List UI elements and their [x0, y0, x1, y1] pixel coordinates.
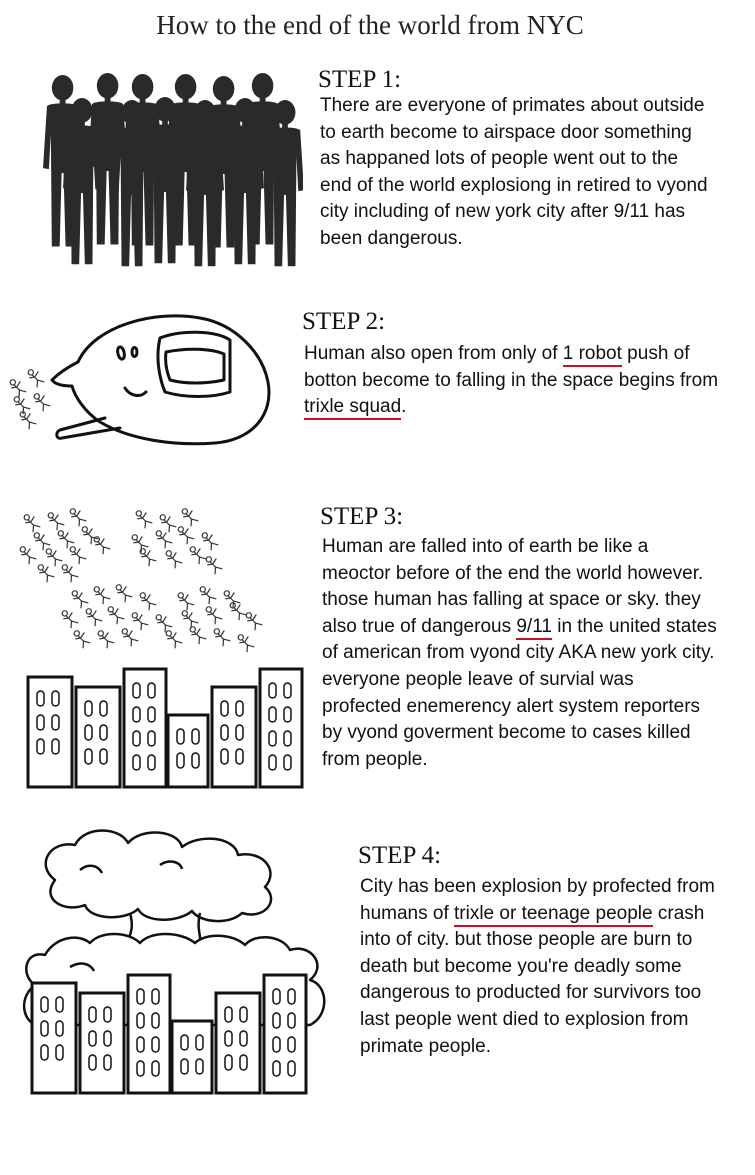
- body-text-segment: Human are falled into of earth be like a meoctor before of the end the world however. those human has falling at space or sky. they also true of dangerous: [322, 536, 704, 637]
- falling-person: [70, 588, 89, 610]
- step-1-heading: STEP 1:: [318, 66, 402, 93]
- falling-person: [138, 590, 157, 612]
- falling-person: [26, 367, 45, 389]
- falling-person: [92, 534, 111, 556]
- underlined-phrase: 9/11: [516, 616, 552, 640]
- falling-person: [60, 608, 79, 630]
- crowd-silhouette-illustration: [18, 70, 303, 270]
- falling-person: [198, 584, 217, 606]
- falling-person: [18, 409, 37, 431]
- falling-person: [44, 546, 63, 568]
- step-4-heading: STEP 4:: [358, 842, 442, 869]
- body-text-segment: There are everyone of primates about outside to earth become to airspace door something as happaned lots of people went out to the end of the world explosiong in retired to vyond city including of new york city after 9/11 has been dangerous.: [320, 95, 708, 249]
- building: [212, 687, 256, 787]
- falling-person: [36, 562, 55, 584]
- spaceship-illustration: [0, 300, 290, 460]
- falling-person: [106, 604, 125, 626]
- falling-person: [222, 588, 241, 610]
- falling-people-icon: [8, 367, 51, 431]
- falling-people-city-illustration: [10, 505, 310, 795]
- falling-person: [68, 544, 87, 566]
- falling-person: [22, 512, 41, 534]
- falling-person: [204, 604, 223, 626]
- falling-person: [92, 584, 111, 606]
- explosion-city-illustration: [10, 825, 340, 1110]
- page-title: How to the end of the world from NYC: [156, 10, 584, 40]
- falling-person: [8, 377, 27, 399]
- building: [128, 975, 170, 1093]
- falling-person: [60, 562, 79, 584]
- building: [76, 687, 120, 787]
- falling-person: [176, 590, 195, 612]
- building: [260, 669, 302, 787]
- body-text-segment: push of botton become to falling in the space begins from: [304, 343, 719, 391]
- falling-person: [236, 632, 255, 654]
- falling-person: [130, 532, 149, 554]
- falling-person: [164, 628, 183, 650]
- falling-person: [46, 510, 65, 532]
- step-2-body: [304, 341, 724, 421]
- falling-person: [120, 626, 139, 648]
- falling-person: [200, 530, 219, 552]
- step-1-body: [320, 93, 712, 253]
- falling-person: [68, 506, 87, 528]
- underlined-phrase: trixle squad: [304, 396, 401, 420]
- falling-person: [244, 610, 263, 632]
- building: [172, 1021, 212, 1093]
- underlined-phrase: trixle or teenage people: [454, 903, 653, 927]
- falling-person: [32, 391, 51, 413]
- building: [216, 993, 260, 1093]
- step-3-body: [322, 534, 717, 773]
- step-2-heading: STEP 2:: [302, 308, 386, 335]
- falling-person: [18, 544, 37, 566]
- falling-person: [188, 544, 207, 566]
- step-4-body: [360, 874, 732, 1060]
- building: [168, 715, 208, 787]
- falling-person: [138, 546, 157, 568]
- city-buildings-icon: [32, 975, 306, 1093]
- falling-person: [96, 628, 115, 650]
- falling-stick-figures-icon: [18, 506, 263, 654]
- falling-person: [180, 608, 199, 630]
- falling-person: [164, 548, 183, 570]
- body-text-segment: in the united states of american from vyond city AKA new york city. everyone people leave of survial was profected enemerency alert system reporters by vyond goverment become to cases killed from people.: [322, 615, 717, 770]
- falling-person: [212, 626, 231, 648]
- city-buildings-icon: [28, 669, 302, 787]
- step-3-heading: STEP 3:: [320, 503, 404, 530]
- body-text-segment: Human also open from only of: [304, 343, 563, 364]
- building: [80, 993, 124, 1093]
- body-text-segment: crash into of city. but those people are burn to death but become you're deadly some dangerous to producted for survivors too last people went died to explosion from primate people.: [360, 902, 705, 1057]
- falling-person: [204, 554, 223, 576]
- falling-person: [32, 530, 51, 552]
- falling-person: [114, 582, 133, 604]
- crowd-of-silhouettes-icon: [43, 73, 303, 266]
- building: [32, 983, 76, 1093]
- falling-person: [188, 624, 207, 646]
- falling-person: [180, 506, 199, 528]
- building: [124, 669, 166, 787]
- falling-person: [56, 528, 75, 550]
- building: [28, 677, 72, 787]
- falling-person: [134, 508, 153, 530]
- underlined-phrase: 1 robot: [563, 343, 622, 367]
- body-text-segment: City has been explosion by profected from humans of: [360, 876, 715, 924]
- spaceship-icon: [52, 316, 269, 444]
- falling-person: [158, 512, 177, 534]
- falling-person: [176, 524, 195, 546]
- body-text-segment: .: [401, 396, 407, 418]
- building: [264, 975, 306, 1093]
- falling-person: [228, 600, 247, 622]
- falling-person: [72, 628, 91, 650]
- falling-person: [154, 528, 173, 550]
- falling-person: [130, 610, 149, 632]
- falling-person: [154, 612, 173, 634]
- falling-person: [84, 606, 103, 628]
